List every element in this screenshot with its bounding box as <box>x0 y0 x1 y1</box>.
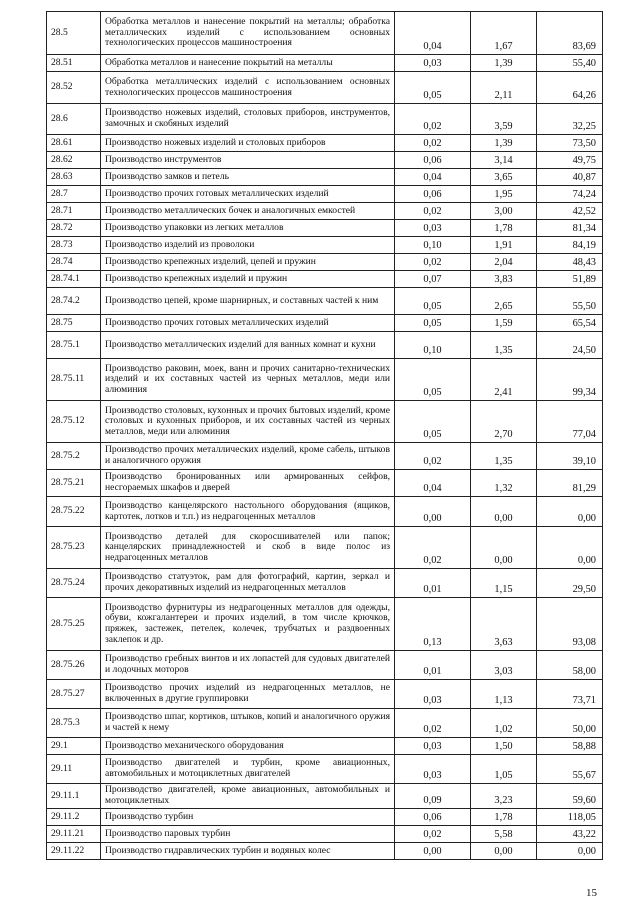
table-row <box>47 680 603 709</box>
activity-name: Производство раковин, моек, ванн и прочих санитарно-технических изделий и их составных частей из черных металлов, меди или алюминия <box>101 359 395 401</box>
value-col-3: 118,05 <box>537 809 603 826</box>
value-col-1: 0,03 <box>395 55 471 72</box>
activity-code: 28.5 <box>47 12 101 55</box>
table-row <box>47 288 603 315</box>
activity-code: 28.71 <box>47 203 101 220</box>
activity-name: Производство изделий из проволоки <box>101 237 395 254</box>
value-col-3: 81,29 <box>537 470 603 497</box>
activity-name: Производство механического оборудования <box>101 738 395 755</box>
value-col-3: 0,00 <box>537 497 603 527</box>
value-col-1: 0,06 <box>395 809 471 826</box>
value-col-2: 1,05 <box>471 755 537 784</box>
value-col-3: 48,43 <box>537 254 603 271</box>
activity-name: Производство двигателей, кроме авиационных, автомобильных и мотоциклетных <box>101 784 395 809</box>
value-col-1: 0,02 <box>395 104 471 135</box>
activity-code: 28.51 <box>47 55 101 72</box>
value-col-2: 1,91 <box>471 237 537 254</box>
value-col-3: 73,71 <box>537 680 603 709</box>
activity-name: Обработка металлов и нанесение покрытий на металлы <box>101 55 395 72</box>
value-col-2: 0,00 <box>471 527 537 569</box>
table-row <box>47 55 603 72</box>
activity-code: 28.75.27 <box>47 680 101 709</box>
table-row <box>47 755 603 784</box>
activity-code: 28.75.25 <box>47 598 101 651</box>
value-col-1: 0,00 <box>395 497 471 527</box>
value-col-2: 1,39 <box>471 135 537 152</box>
activity-name: Производство деталей для скоросшивателей или папок; канцелярских принадлежностей и скоб в виде полос из недрагоценных металлов <box>101 527 395 569</box>
table-row <box>47 186 603 203</box>
table-body <box>47 12 603 860</box>
activity-code: 28.75.22 <box>47 497 101 527</box>
value-col-1: 0,06 <box>395 152 471 169</box>
table-row <box>47 220 603 237</box>
activity-code: 28.62 <box>47 152 101 169</box>
activity-code: 29.11.1 <box>47 784 101 809</box>
value-col-3: 83,69 <box>537 12 603 55</box>
value-col-2: 5,58 <box>471 826 537 843</box>
value-col-3: 40,87 <box>537 169 603 186</box>
activity-name: Производство прочих готовых металлических изделий <box>101 186 395 203</box>
value-col-2: 3,59 <box>471 104 537 135</box>
activity-name: Производство гребных винтов и их лопастей для судовых двигателей и лодочных моторов <box>101 651 395 680</box>
value-col-3: 39,10 <box>537 443 603 470</box>
value-col-3: 32,25 <box>537 104 603 135</box>
value-col-1: 0,00 <box>395 843 471 860</box>
value-col-3: 58,88 <box>537 738 603 755</box>
value-col-3: 50,00 <box>537 709 603 738</box>
value-col-2: 3,03 <box>471 651 537 680</box>
value-col-1: 0,06 <box>395 186 471 203</box>
value-col-2: 1,78 <box>471 809 537 826</box>
value-col-2: 1,50 <box>471 738 537 755</box>
activity-name: Производство инструментов <box>101 152 395 169</box>
value-col-3: 65,54 <box>537 315 603 332</box>
value-col-3: 49,75 <box>537 152 603 169</box>
activity-code: 28.75.12 <box>47 401 101 443</box>
value-col-2: 2,70 <box>471 401 537 443</box>
value-col-3: 59,60 <box>537 784 603 809</box>
value-col-3: 29,50 <box>537 569 603 598</box>
activity-code: 28.75 <box>47 315 101 332</box>
value-col-2: 2,65 <box>471 288 537 315</box>
activity-code: 28.75.3 <box>47 709 101 738</box>
table-row <box>47 254 603 271</box>
table-row <box>47 527 603 569</box>
value-col-2: 3,63 <box>471 598 537 651</box>
activity-name: Производство упаковки из легких металлов <box>101 220 395 237</box>
value-col-1: 0,02 <box>395 527 471 569</box>
activity-name: Производство бронированных или армированных сейфов, несгораемых шкафов и дверей <box>101 470 395 497</box>
table-row <box>47 152 603 169</box>
table-row <box>47 359 603 401</box>
value-col-2: 1,15 <box>471 569 537 598</box>
value-col-3: 55,67 <box>537 755 603 784</box>
activity-code: 28.72 <box>47 220 101 237</box>
value-col-3: 0,00 <box>537 843 603 860</box>
value-col-1: 0,07 <box>395 271 471 288</box>
table-row <box>47 738 603 755</box>
value-col-3: 74,24 <box>537 186 603 203</box>
value-col-3: 73,50 <box>537 135 603 152</box>
activity-name: Производство паровых турбин <box>101 826 395 843</box>
activity-name: Производство прочих изделий из недрагоценных металлов, не включенных в другие группировки <box>101 680 395 709</box>
table-row <box>47 169 603 186</box>
table-row <box>47 135 603 152</box>
page-number: 15 <box>586 887 597 899</box>
table-row <box>47 332 603 359</box>
value-col-1: 0,03 <box>395 755 471 784</box>
activity-name: Производство металлических изделий для ванных комнат и кухни <box>101 332 395 359</box>
activity-name: Производство прочих металлических изделий, кроме сабель, штыков и аналогичного оружия <box>101 443 395 470</box>
activity-code: 28.61 <box>47 135 101 152</box>
value-col-2: 3,83 <box>471 271 537 288</box>
value-col-2: 1,59 <box>471 315 537 332</box>
value-col-1: 0,05 <box>395 288 471 315</box>
value-col-2: 1,35 <box>471 332 537 359</box>
activity-name: Производство турбин <box>101 809 395 826</box>
table-row <box>47 401 603 443</box>
value-col-3: 64,26 <box>537 72 603 104</box>
activity-code: 28.75.1 <box>47 332 101 359</box>
value-col-2: 3,14 <box>471 152 537 169</box>
activity-code: 28.73 <box>47 237 101 254</box>
table-row <box>47 497 603 527</box>
activity-code: 28.75.11 <box>47 359 101 401</box>
value-col-1: 0,05 <box>395 315 471 332</box>
table-row <box>47 598 603 651</box>
activity-name: Производство крепежных изделий, цепей и пружин <box>101 254 395 271</box>
activity-code: 28.75.2 <box>47 443 101 470</box>
activity-name: Обработка металлов и нанесение покрытий на металлы; обработка металлических изделий с использованием основных технологических процессов машиностроения <box>101 12 395 55</box>
value-col-2: 1,78 <box>471 220 537 237</box>
activity-code: 29.11.22 <box>47 843 101 860</box>
value-col-2: 1,32 <box>471 470 537 497</box>
activity-name: Производство канцелярского настольного оборудования (ящиков, картотек, лотков и т.п.) из недрагоценных металлов <box>101 497 395 527</box>
activity-name: Производство столовых, кухонных и прочих бытовых изделий, кроме столовых и кухонных приборов, и их составных частей из черных металлов, меди или алюминия <box>101 401 395 443</box>
activity-name: Производство цепей, кроме шарнирных, и составных частей к ним <box>101 288 395 315</box>
activity-code: 29.11.21 <box>47 826 101 843</box>
activity-code: 28.74.2 <box>47 288 101 315</box>
table-row <box>47 470 603 497</box>
activity-code: 28.75.21 <box>47 470 101 497</box>
value-col-3: 81,34 <box>537 220 603 237</box>
value-col-3: 55,40 <box>537 55 603 72</box>
value-col-1: 0,04 <box>395 470 471 497</box>
table-row <box>47 271 603 288</box>
value-col-2: 1,39 <box>471 55 537 72</box>
table-row <box>47 569 603 598</box>
value-col-2: 3,00 <box>471 203 537 220</box>
value-col-1: 0,05 <box>395 401 471 443</box>
value-col-1: 0,03 <box>395 680 471 709</box>
value-col-1: 0,10 <box>395 332 471 359</box>
value-col-2: 1,95 <box>471 186 537 203</box>
value-col-1: 0,02 <box>395 254 471 271</box>
value-col-1: 0,01 <box>395 569 471 598</box>
table-row <box>47 809 603 826</box>
value-col-2: 2,11 <box>471 72 537 104</box>
activity-code: 28.74 <box>47 254 101 271</box>
activity-name: Производство статуэток, рам для фотографий, картин, зеркал и прочих декоративных изделий из недрагоценных металлов <box>101 569 395 598</box>
value-col-3: 93,08 <box>537 598 603 651</box>
activity-code: 28.7 <box>47 186 101 203</box>
activity-name: Производство замков и петель <box>101 169 395 186</box>
table-row <box>47 72 603 104</box>
value-col-1: 0,03 <box>395 738 471 755</box>
value-col-1: 0,09 <box>395 784 471 809</box>
value-col-3: 51,89 <box>537 271 603 288</box>
value-col-1: 0,05 <box>395 359 471 401</box>
value-col-2: 3,65 <box>471 169 537 186</box>
value-col-2: 0,00 <box>471 843 537 860</box>
value-col-1: 0,10 <box>395 237 471 254</box>
value-col-3: 0,00 <box>537 527 603 569</box>
value-col-3: 55,50 <box>537 288 603 315</box>
value-col-2: 2,41 <box>471 359 537 401</box>
activity-name: Обработка металлических изделий с использованием основных технологических процессов машиностроения <box>101 72 395 104</box>
value-col-2: 1,67 <box>471 12 537 55</box>
table-row <box>47 237 603 254</box>
value-col-2: 1,35 <box>471 443 537 470</box>
value-col-2: 0,00 <box>471 497 537 527</box>
activity-name: Производство прочих готовых металлических изделий <box>101 315 395 332</box>
activity-code: 29.1 <box>47 738 101 755</box>
activity-name: Производство крепежных изделий и пружин <box>101 271 395 288</box>
value-col-1: 0,04 <box>395 12 471 55</box>
activity-name: Производство шпаг, кортиков, штыков, копий и аналогичного оружия и частей к нему <box>101 709 395 738</box>
value-col-3: 42,52 <box>537 203 603 220</box>
value-col-1: 0,02 <box>395 203 471 220</box>
activity-name: Производство металлических бочек и аналогичных емкостей <box>101 203 395 220</box>
activity-code: 28.75.24 <box>47 569 101 598</box>
table-row <box>47 315 603 332</box>
table-row <box>47 651 603 680</box>
value-col-1: 0,01 <box>395 651 471 680</box>
activity-code: 29.11.2 <box>47 809 101 826</box>
value-col-1: 0,02 <box>395 826 471 843</box>
value-col-1: 0,02 <box>395 443 471 470</box>
table-row <box>47 12 603 55</box>
table-row <box>47 784 603 809</box>
activity-code: 29.11 <box>47 755 101 784</box>
activity-name: Производство ножевых изделий, столовых приборов, инструментов, замочных и скобяных изделий <box>101 104 395 135</box>
table-row <box>47 709 603 738</box>
value-col-3: 99,34 <box>537 359 603 401</box>
value-col-3: 43,22 <box>537 826 603 843</box>
value-col-3: 84,19 <box>537 237 603 254</box>
table-row <box>47 203 603 220</box>
value-col-3: 24,50 <box>537 332 603 359</box>
activity-name: Производство двигателей и турбин, кроме авиационных, автомобильных и мотоциклетных двигателей <box>101 755 395 784</box>
activity-code: 28.52 <box>47 72 101 104</box>
value-col-1: 0,04 <box>395 169 471 186</box>
value-col-1: 0,13 <box>395 598 471 651</box>
activity-code: 28.63 <box>47 169 101 186</box>
value-col-3: 58,00 <box>537 651 603 680</box>
value-col-3: 77,04 <box>537 401 603 443</box>
activity-name: Производство гидравлических турбин и водяных колес <box>101 843 395 860</box>
activity-code: 28.75.23 <box>47 527 101 569</box>
okved-indicators-table <box>46 11 603 860</box>
value-col-2: 3,23 <box>471 784 537 809</box>
activity-code: 28.75.26 <box>47 651 101 680</box>
activity-code: 28.74.1 <box>47 271 101 288</box>
activity-name: Производство ножевых изделий и столовых приборов <box>101 135 395 152</box>
value-col-1: 0,03 <box>395 220 471 237</box>
table-row <box>47 843 603 860</box>
table-row <box>47 443 603 470</box>
table-row <box>47 826 603 843</box>
value-col-2: 2,04 <box>471 254 537 271</box>
value-col-1: 0,05 <box>395 72 471 104</box>
activity-code: 28.6 <box>47 104 101 135</box>
table-row <box>47 104 603 135</box>
activity-name: Производство фурнитуры из недрагоценных металлов для одежды, обуви, кожгалантереи и прочих изделий, в том числе крючков, пряжек, застежек, петелек, колечек, трубчатых и раздвоенных заклепок и др. <box>101 598 395 651</box>
value-col-1: 0,02 <box>395 135 471 152</box>
value-col-2: 1,02 <box>471 709 537 738</box>
value-col-1: 0,02 <box>395 709 471 738</box>
value-col-2: 1,13 <box>471 680 537 709</box>
